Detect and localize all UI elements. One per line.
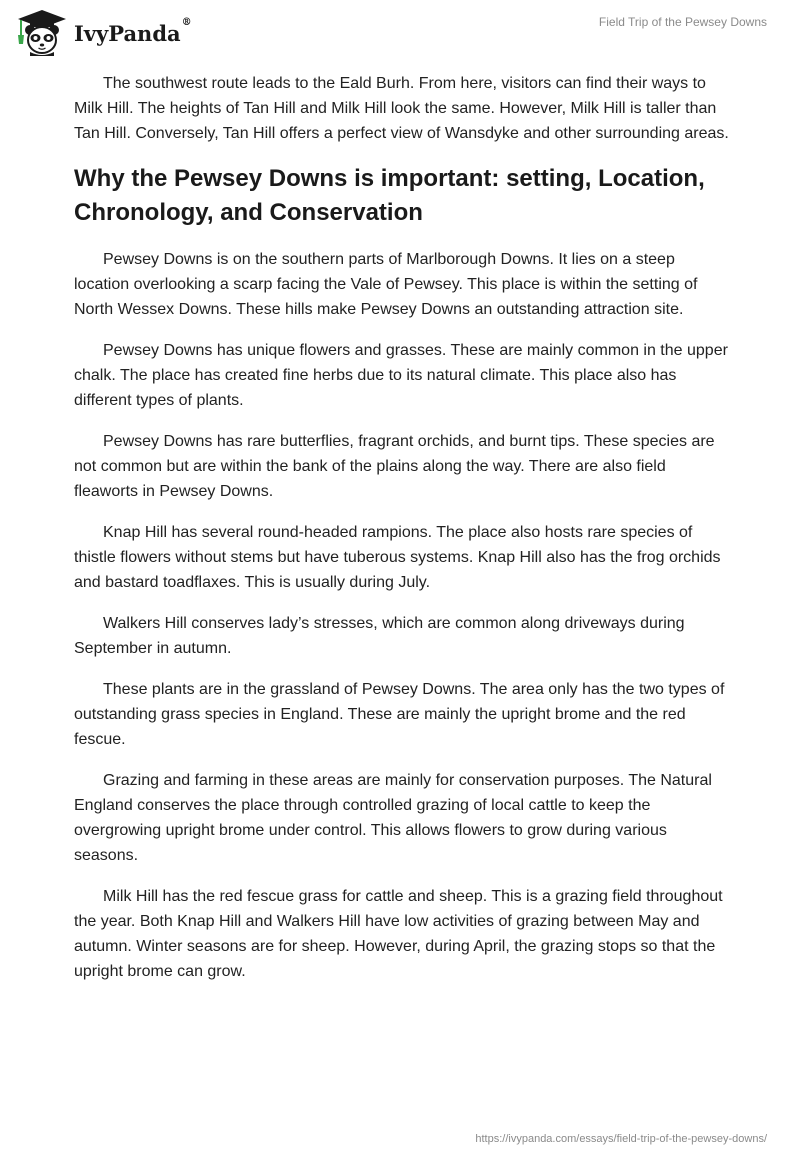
section-heading: Why the Pewsey Downs is important: setting, Location, Chronology, and Conservation [74,165,705,226]
paragraph: Pewsey Downs is on the southern parts of Marlborough Downs. It lies on a steep location overlooking a scarp facing the Vale of Pewsey. This place is within the setting of North Wessex Downs. These hills make Pewsey Downs an outstanding attraction site. [74,251,698,318]
intro-paragraph: The southwest route leads to the Eald Burh. From here, visitors can find their ways to Milk Hill. The heights of Tan Hill and Milk Hill look the same. However, Milk Hill is taller than Tan Hill. Conversely, Tan Hill offers a perfect view of Wansdyke and other surrounding areas. [74,75,729,142]
registered-mark: ® [181,16,192,28]
source-url[interactable]: https://ivypanda.com/essays/field-trip-of-the-pewsey-downs/ [475,1133,767,1145]
panda-graduate-icon [14,8,70,56]
essay-content [74,71,734,1000]
ivypanda-logo[interactable] [14,8,192,56]
paragraph: Walkers Hill conserves lady’s stresses, which are common along driveways during September in autumn. [74,615,685,657]
brand-name: IvyPanda® [74,16,192,46]
paragraph: These plants are in the grassland of Pewsey Downs. The area only has the two types of outstanding grass species in England. These are mainly the upright brome and the red fescue. [74,681,725,748]
page-header [0,0,800,60]
paragraph: Knap Hill has several round-headed rampions. The place also hosts rare species of thistle flowers without stems but have tuberous systems. Knap Hill also has the frog orchids and bastard toadflaxes. This is usually during July. [74,524,721,591]
paragraph: Pewsey Downs has unique flowers and grasses. These are mainly common in the upper chalk. The place has created fine herbs due to its natural climate. This place also has different types of plants. [74,342,728,409]
paragraph: Grazing and farming in these areas are mainly for conservation purposes. The Natural England conserves the place through controlled grazing of local cattle to keep the overgrowing upright brome under control. This allows flowers to grow during various seasons. [74,772,712,864]
paragraph: Pewsey Downs has rare butterflies, fragrant orchids, and burnt tips. These species are not common but are within the bank of the plains along the way. There are also field fleaworts in Pewsey Downs. [74,433,715,500]
paragraph: Milk Hill has the red fescue grass for cattle and sheep. This is a grazing field throughout the year. Both Knap Hill and Walkers Hill have low activities of grazing between May and autumn. Winter seasons are for sheep. However, during April, the grazing stops so that the upright brome can grow. [74,888,723,980]
document-title: Field Trip of the Pewsey Downs [598,15,767,29]
